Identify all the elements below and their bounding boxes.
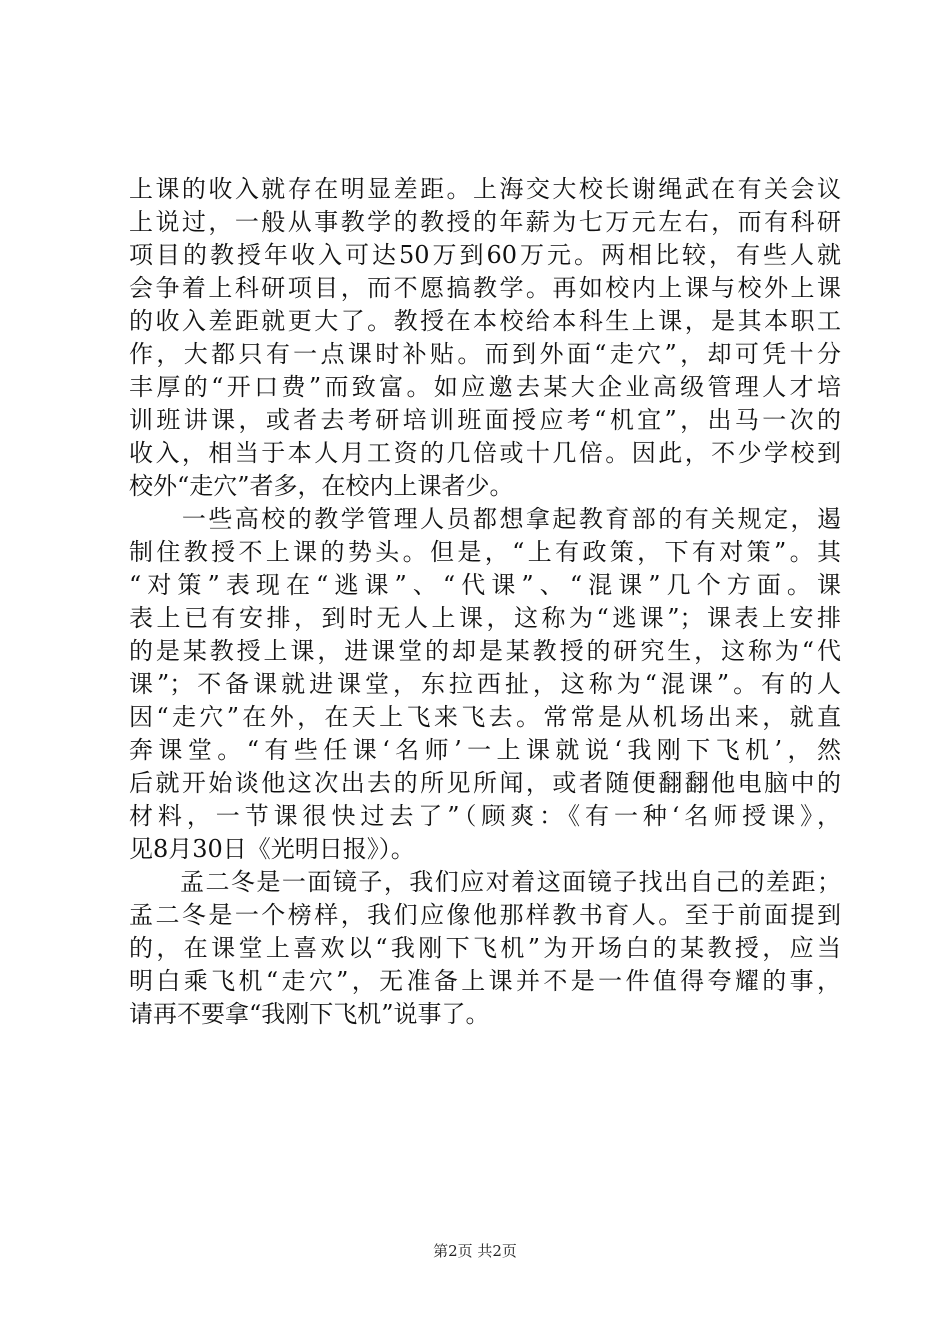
text-line: 后就开始谈他这次出去的所见所闻，或者随便翻翻他电脑中的 [129,769,841,797]
text-line: 奔课堂。“有些任课‘名师’一上课就说‘我刚下飞机’，然 [129,736,841,764]
text-line: 孟二冬是一个榜样，我们应像他那样教书育人。至于前面提到 [129,901,841,929]
text-line: 一些高校的教学管理人员都想拿起教育部的有关规定，遏 [129,505,841,533]
text-line: 作，大都只有一点课时补贴。而到外面“走穴”，却可凭十分 [129,340,841,368]
text-line: 的，在课堂上喜欢以“我刚下飞机”为开场白的某教授，应当 [129,934,841,962]
text-line: 表上已有安排，到时无人上课，这称为“逃课”；课表上安排 [129,604,841,632]
text-line: “对策”表现在“逃课”、“代课”、“混课”几个方面。课 [129,571,841,599]
text-line: 上课的收入就存在明显差距。上海交大校长谢绳武在有关会议 [129,175,841,203]
text-line: 校外“走穴”者多，在校内上课者少。 [129,472,514,500]
text-line: 孟二冬是一面镜子，我们应对着这面镜子找出自己的差距； [129,868,841,896]
body-text [129,173,841,1031]
text-line: 项目的教授年收入可达50万到60万元。两相比较，有些人就 [129,241,841,269]
text-line: 因“走穴”在外，在天上飞来飞去。常常是从机场出来，就直 [129,703,841,731]
text-line: 材料，一节课很快过去了”（顾爽：《有一种‘名师授课》， [129,802,841,830]
text-line: 会争着上科研项目，而不愿搞教学。再如校内上课与校外上课 [129,274,841,302]
text-line: 训班讲课，或者去考研培训班面授应考“机宜”，出马一次的 [129,406,841,434]
text-line: 的是某教授上课，进课堂的却是某教授的研究生，这称为“代 [129,637,841,665]
page-number-footer: 第2页 共2页 [433,1242,517,1260]
text-line: 上说过，一般从事教学的教授的年薪为七万元左右，而有科研 [129,208,841,236]
text-line: 制住教授不上课的势头。但是，“上有政策，下有对策”。其 [129,538,841,566]
text-line: 课”；不备课就进课堂，东拉西扯，这称为“混课”。有的人 [129,670,841,698]
text-line: 收入，相当于本人月工资的几倍或十几倍。因此，不少学校到 [129,439,841,467]
text-line: 丰厚的“开口费”而致富。如应邀去某大企业高级管理人才培 [129,373,841,401]
text-line: 请再不要拿“我刚下飞机”说事了。 [129,1000,490,1028]
text-line: 明白乘飞机“走穴”，无准备上课并不是一件值得夸耀的事， [129,967,841,995]
text-line: 的收入差距就更大了。教授在本校给本科生上课，是其本职工 [129,307,841,335]
text-line: 见8月30日《光明日报》）。 [129,835,415,863]
